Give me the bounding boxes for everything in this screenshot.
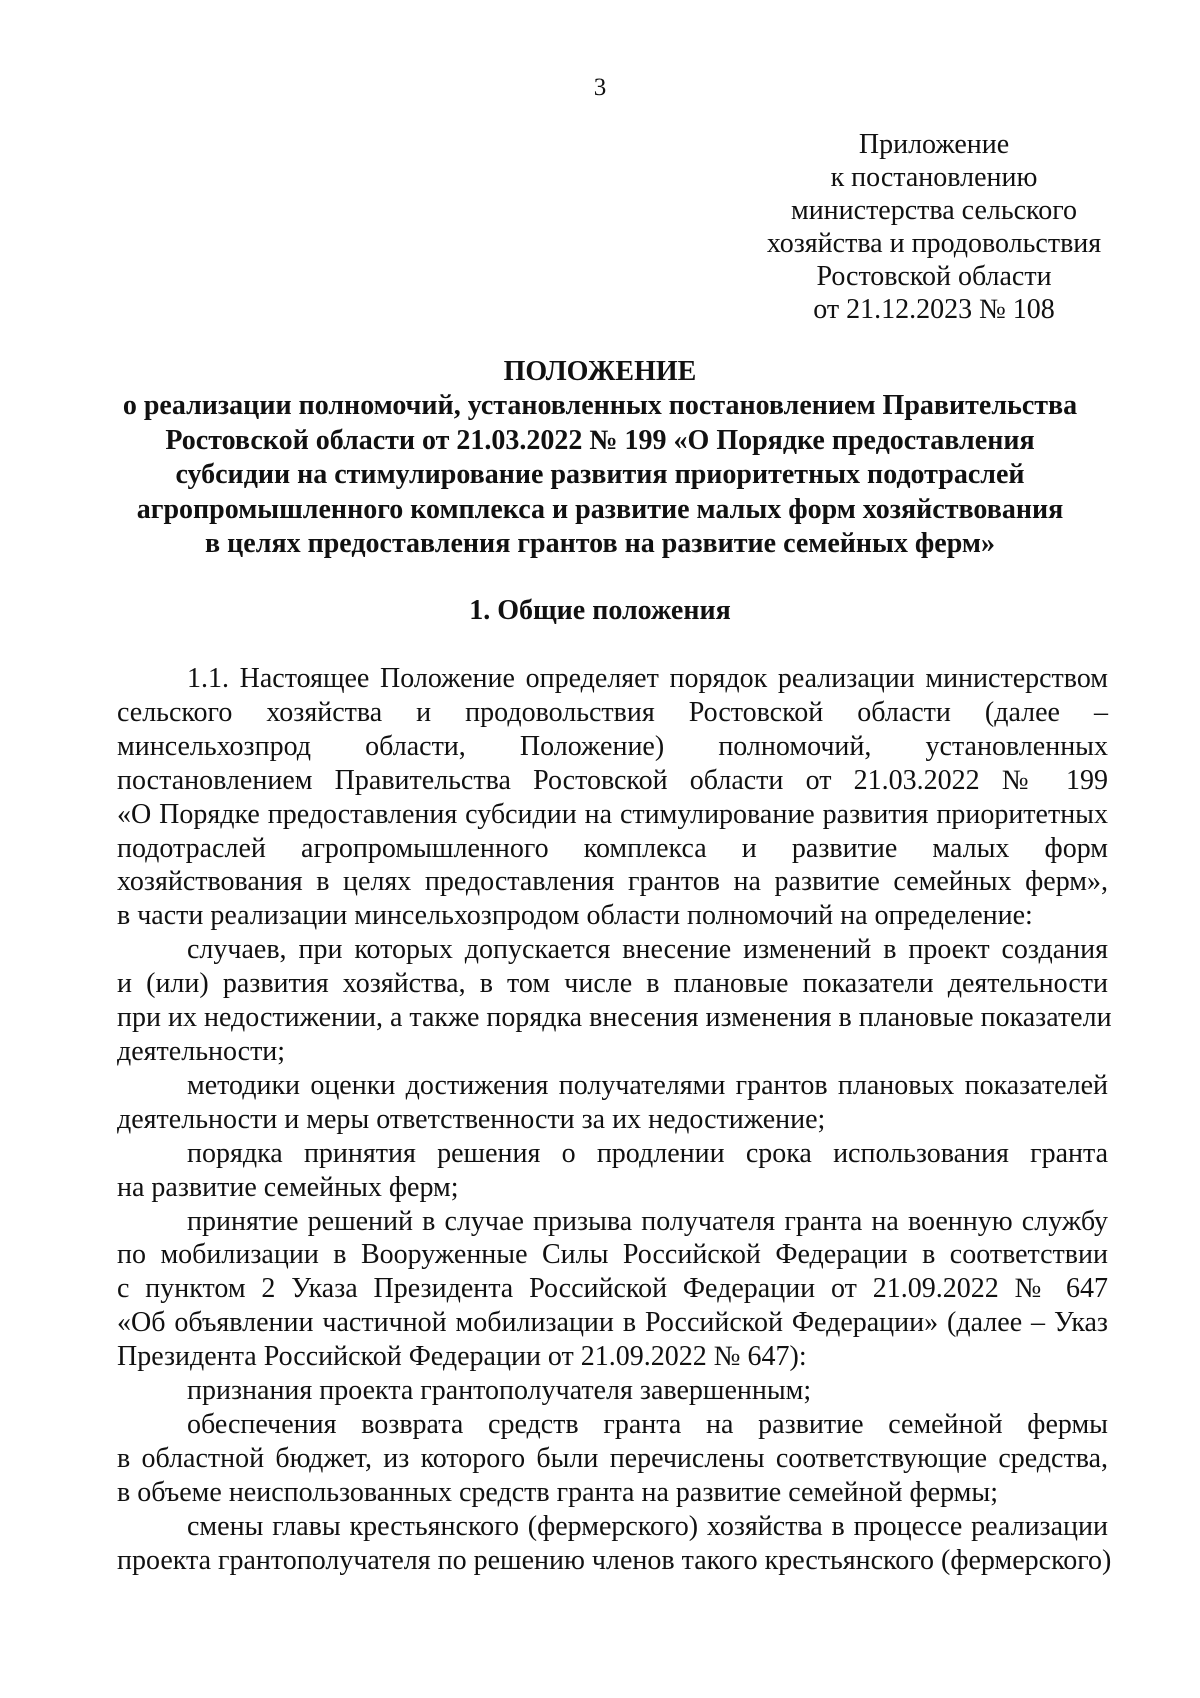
paragraph-line: «О Порядке предоставления субсидии на стимулирование развития приоритетных (117, 798, 1108, 830)
annex-line: от 21.12.2023 № 108 (813, 294, 1055, 325)
paragraph-line: случаев, при которых допускается внесение изменений в проект создания (187, 934, 1108, 966)
subtitle-line: о реализации полномочий, установленных постановлением Правительства (122, 390, 1078, 421)
paragraph (117, 1374, 1108, 1408)
paragraph (117, 1205, 1108, 1375)
subtitle-line: в целях предоставления грантов на развитие семейных ферм» (205, 528, 995, 560)
paragraph (117, 1069, 1108, 1137)
paragraph (117, 1510, 1112, 1578)
paragraph-line: деятельности; (117, 1035, 286, 1067)
paragraph-line: смены главы крестьянского (фермерского) хозяйства в процессе реализации (187, 1510, 1108, 1542)
annex-line: Приложение (858, 129, 1010, 160)
paragraph-line: постановлением Правительства Ростовской области от 21.03.2022 № 199 (117, 764, 1108, 796)
page-number: 3 (593, 74, 607, 101)
annex-line: хозяйства и продовольствия (766, 228, 1102, 259)
section-heading: 1. Общие положения (469, 595, 731, 626)
paragraph-line: с пунктом 2 Указа Президента Российской Федерации от 21.09.2022 № 647 (117, 1273, 1108, 1305)
paragraph-line: порядка принятия решения о продлении срока использования гранта (187, 1137, 1108, 1169)
annex-line: Ростовской области (816, 261, 1052, 292)
paragraph-line: Президента Российской Федерации от 21.09.2022 № 647): (117, 1341, 807, 1373)
paragraph-line: при их недостижении, а также порядка внесения изменения в плановые показатели (117, 1002, 1112, 1034)
paragraph-line: деятельности и меры ответственности за их недостижение; (117, 1103, 826, 1135)
annex-line: министерства сельского (790, 195, 1078, 226)
paragraph-line: минсельхозпрод области, Положение) полномочий, установленных (117, 730, 1108, 762)
paragraph-line: «Об объявлении частичной мобилизации в Российской Федерации» (далее – Указ (117, 1307, 1108, 1339)
paragraph (117, 1137, 1108, 1205)
paragraph-line: проекта грантополучателя по решению членов такого крестьянского (фермерского) (117, 1544, 1112, 1576)
subtitle-line: субсидии на стимулирование развития приоритетных подотраслей (175, 459, 1025, 491)
paragraph-line: в объеме неиспользованных средств гранта на развитие семейной фермы; (117, 1476, 998, 1508)
paragraph-line: сельского хозяйства и продовольствия Ростовской области (далее – (117, 696, 1108, 728)
subtitle-line: Ростовской области от 21.03.2022 № 199 «О Порядке предоставления (165, 424, 1035, 456)
body-text (117, 662, 1112, 1577)
paragraph-line: в областной бюджет, из которого были перечислены соответствующие средства, (117, 1442, 1108, 1474)
paragraph (117, 1408, 1108, 1510)
paragraph-line: признания проекта грантополучателя завершенным; (187, 1375, 812, 1407)
paragraph-line: подотраслей агропромышленного комплекса и развитие малых форм (117, 832, 1108, 864)
document-subtitle (100, 389, 1100, 562)
paragraph (117, 662, 1108, 933)
document-title: ПОЛОЖЕНИЕ (503, 356, 697, 387)
annex-line: к постановлению (830, 162, 1038, 193)
paragraph-line: на развитие семейных ферм; (117, 1171, 459, 1203)
paragraph-line: в части реализации минсельхозпродом области полномочий на определение: (117, 900, 1033, 932)
paragraph-line: хозяйствования в целях предоставления грантов на развитие семейных ферм», (117, 866, 1108, 898)
document-title-block (100, 355, 1100, 562)
paragraph-line: 1.1. Настоящее Положение определяет порядок реализации министерством (187, 663, 1108, 694)
paragraph (117, 933, 1112, 1069)
paragraph-line: и (или) развития хозяйства, в том числе в плановые показатели деятельности (117, 968, 1108, 1000)
paragraph-line: обеспечения возврата средств гранта на развитие семейной фермы (187, 1408, 1108, 1440)
paragraph-line: методики оценки достижения получателями грантов плановых показателей (187, 1069, 1108, 1101)
subtitle-line: агропромышленного комплекса и развитие малых форм хозяйствования (136, 493, 1064, 525)
paragraph-line: принятие решений в случае призыва получателя гранта на военную службу (187, 1205, 1108, 1237)
annex-header (758, 128, 1110, 326)
paragraph-line: по мобилизации в Вооруженные Силы Российской Федерации в соответствии (117, 1239, 1108, 1271)
